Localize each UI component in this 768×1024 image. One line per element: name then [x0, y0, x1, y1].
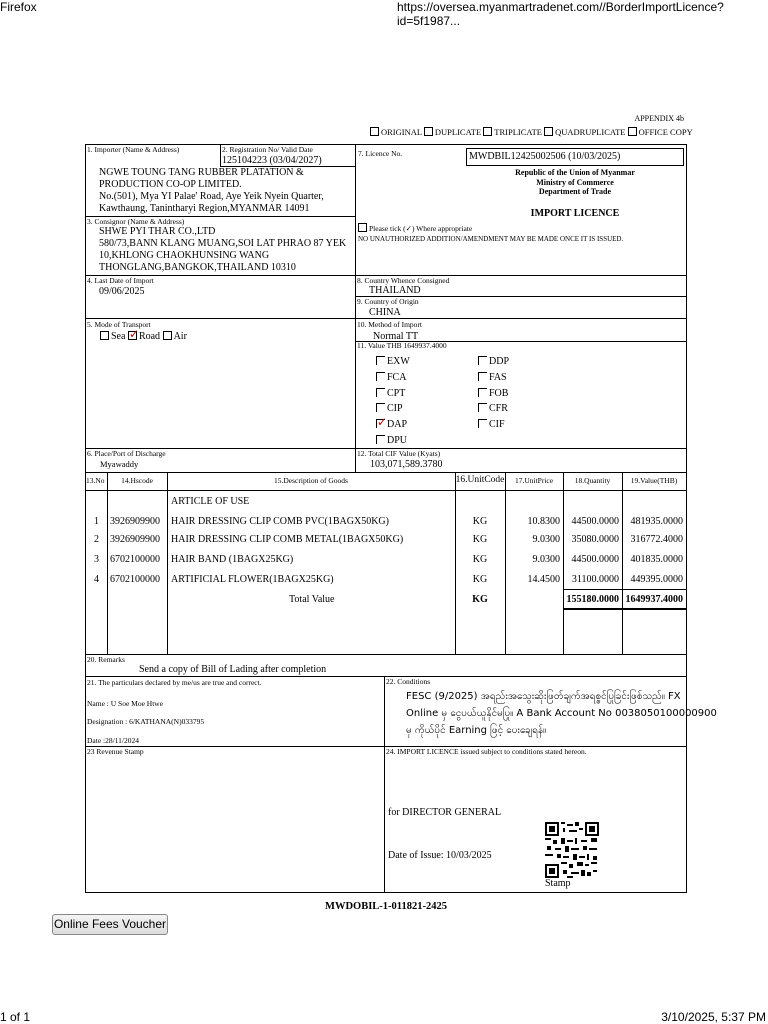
copy-duplicate[interactable]: DUPLICATE [424, 127, 481, 137]
remarks-label: 20. Remarks [87, 655, 125, 664]
article-heading: ARTICLE OF USE [171, 496, 250, 507]
director-general: for DIRECTOR GENERAL [388, 807, 502, 818]
tick-note: Please tick (✓) Where appropriate [358, 223, 472, 233]
country-origin-value: CHINA [369, 307, 401, 318]
country-consigned-value: THAILAND [369, 285, 421, 296]
transport-road[interactable]: ✓ Road [128, 327, 161, 342]
term-fas[interactable]: FAS [478, 370, 509, 386]
checkbox-icon [163, 331, 172, 340]
last-date-value: 09/06/2025 [99, 286, 145, 297]
importer-address: NGWE TOUNG TANG RUBBER PLATATION & PRODUCTION CO-OP LIMITED. No.(501), Mya YI Palae' Road, Aye Yeik Nyein Quarter, Kawthaung, Tanintharyi Region,MYANMAR 14091 [99, 167, 324, 214]
total-quantity: 155180.0000 [566, 594, 619, 605]
checkbox-icon [478, 372, 487, 381]
delivery-terms-right [478, 354, 509, 433]
transport-options [100, 327, 187, 343]
value-label: 11. Value THB 1649937.4000 [357, 341, 447, 350]
date-of-issue: Date of Issue: 10/03/2025 [388, 850, 492, 861]
licence-label: 7. Licence No. [358, 149, 403, 158]
checkbox-checked-icon: ✓ [128, 327, 140, 341]
copy-options [370, 127, 693, 137]
cif-label: 12. Total CIF Value (Kyats) [357, 449, 441, 458]
checkbox-checked-icon: ✓ [377, 415, 388, 430]
total-value: 1649937.4000 [625, 594, 683, 605]
term-cif[interactable]: CIF [478, 417, 509, 433]
page-counter: 1 of 1 [0, 1010, 31, 1024]
conditions-label: 22. Conditions [386, 677, 431, 686]
checkbox-icon [478, 356, 487, 365]
method-value: Normal TT [373, 331, 419, 342]
copy-quadruplicate[interactable]: QUADRUPLICATE [544, 127, 625, 137]
checkbox-icon [376, 372, 385, 381]
term-cfr[interactable]: CFR [478, 401, 509, 417]
no-amendment-note: NO UNAUTHORIZED ADDITION/AMENDMENT MAY BE MADE ONCE IT IS ISSUED. [358, 235, 624, 243]
checkbox-icon [478, 419, 487, 428]
issued-label: 24. IMPORT LICENCE issued subject to conditions stated hereon. [386, 747, 587, 756]
checkbox-icon [376, 435, 385, 444]
checkbox-icon [544, 127, 553, 136]
licence-number: MWDBIL12425002506 (10/03/2025) [466, 148, 684, 166]
checkbox-icon [370, 127, 379, 136]
consignor-label: 3. Consignor (Name & Address) [87, 217, 185, 226]
consignor-address: SHWE PYI THAR CO.,LTD 580/73,BANN KLANG MUANG,SOI LAT PHRAO 87 YEK 10,KHLONG CHAOKHUNSING WANG THONGLANG,BANGKOK,THAILAND 10310 [99, 226, 347, 273]
copy-triplicate[interactable]: TRIPLICATE [483, 127, 542, 137]
checkbox-icon [376, 388, 385, 397]
revenue-stamp-label: 23 Revenue Stamp [87, 747, 144, 756]
col-quantity: 18.Quantity [574, 476, 611, 485]
transport-air[interactable]: Air [163, 331, 187, 342]
term-ddp[interactable]: DDP [478, 354, 509, 370]
method-label: 10. Method of Import [357, 320, 422, 329]
delivery-terms-left [376, 354, 410, 449]
checkbox-icon [628, 127, 637, 136]
transport-label: 5. Mode of Transport [87, 320, 151, 329]
checkbox-icon [358, 223, 367, 232]
col-unitcode: 16.UnitCode [455, 475, 505, 485]
appendix-label: APPENDIX 4b [634, 114, 684, 123]
col-hscode: 14.Hscode [121, 476, 153, 485]
last-date-label: 4. Last Date of Import [87, 276, 154, 285]
checkbox-icon [100, 331, 109, 340]
copy-original[interactable]: ORIGINAL [370, 127, 422, 137]
transport-sea[interactable]: Sea [100, 331, 125, 342]
importer-label: 1. Importer (Name & Address) [87, 145, 180, 154]
page-url: https://oversea.myanmartradenet.com//BorderImportLicence?id=5f1987... [397, 0, 724, 28]
checkbox-icon [478, 403, 487, 412]
registration-label: 2. Registration No/ Valid Date [222, 145, 313, 154]
country-origin-label: 9. Country of Origin [357, 297, 419, 306]
browser-name: Firefox [0, 0, 37, 14]
checkbox-icon [424, 127, 433, 136]
copy-office[interactable]: OFFICE COPY [628, 127, 693, 137]
conditions-text: FESC (9/2025) အရည်းအသွေးဆိုးဖြတ်ချက်အရစ္စင်ပြုခြင်းဖြစ်သည်။ FX Online မှ ငွေပယ်ယူနိုင်မပြု။ A Bank Account No 0038050100000900 မှ ကိုယ်ပိုင် Earning ဖြင့် ပေးချေရန်။ [406, 691, 717, 736]
checkbox-icon [483, 127, 492, 136]
discharge-label: 6. Place/Port of Discharge [87, 449, 166, 458]
remarks-value: Send a copy of Bill of Lading after completion [139, 664, 327, 675]
col-description: 15.Description of Goods [274, 476, 348, 485]
term-dpu[interactable]: DPU [376, 433, 410, 449]
qr-code-icon [545, 822, 599, 878]
term-fob[interactable]: FOB [478, 386, 509, 402]
col-no: 13.No [86, 476, 105, 485]
country-consigned-label: 8. Country Whence Consigned [357, 276, 450, 285]
total-unit: KG [472, 594, 488, 605]
declaration-label: 21. The particulars declared by me/us are true and correct. [87, 678, 262, 687]
term-cip[interactable]: CIP [376, 401, 410, 417]
term-fca[interactable]: FCA [376, 370, 410, 386]
cif-value: 103,071,589.3780 [370, 459, 443, 470]
term-exw[interactable]: EXW [376, 354, 410, 370]
online-fees-voucher-button[interactable]: Online Fees Voucher [52, 914, 168, 935]
declaration-date: Date :28/11/2024 [87, 736, 140, 745]
declarant-designation: Designation : 6/KATHANA(N)033795 [87, 717, 205, 726]
registration-value: 125104223 (03/04/2027) [222, 155, 322, 166]
issuing-authority: Republic of the Union of Myanmar Ministry of Commerce Department of Trade [515, 168, 635, 196]
discharge-value: Myawaddy [100, 459, 139, 469]
checkbox-icon [376, 403, 385, 412]
stamp-label: Stamp [545, 878, 571, 889]
checkbox-icon [376, 356, 385, 365]
import-licence-title: IMPORT LICENCE [530, 208, 620, 219]
footer-code: MWDOBIL-1-011821-2425 [325, 901, 447, 912]
col-value: 19.Value(THB) [630, 476, 678, 485]
total-label: Total Value [289, 594, 335, 605]
checkbox-icon [478, 388, 487, 397]
term-dap[interactable]: ✓ DAP [377, 415, 408, 431]
col-unitprice: 17.UnitPrice [514, 476, 554, 485]
term-cpt[interactable]: CPT [376, 386, 410, 402]
declarant-name: Name : U Soe Moe Htwe [87, 699, 164, 708]
print-datetime: 3/10/2025, 5:37 PM [661, 1010, 766, 1024]
